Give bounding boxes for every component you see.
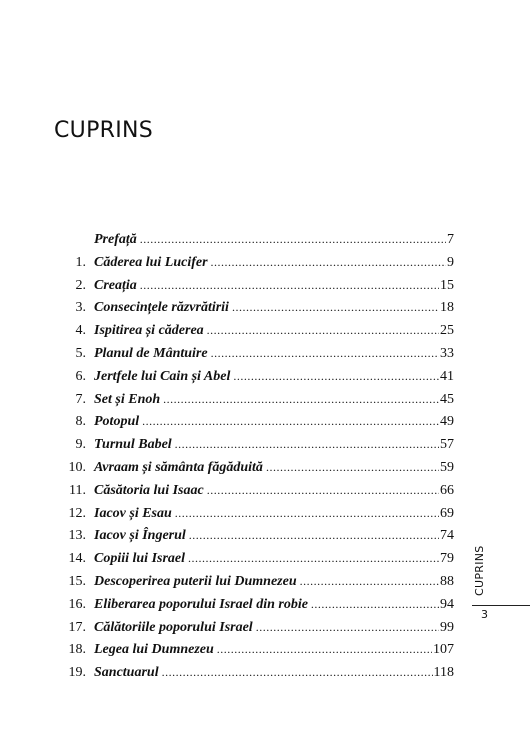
toc-entry-number: 19. xyxy=(68,665,86,681)
dot-leader xyxy=(162,661,433,684)
toc-entry-title: Consecințele răzvrătirii xyxy=(94,300,229,316)
toc-entry-number: 9. xyxy=(75,437,86,453)
dot-leader xyxy=(163,388,439,411)
toc-entry-page: 79 xyxy=(440,551,454,567)
toc-entry[interactable] xyxy=(56,593,454,616)
toc-entry-page: 15 xyxy=(440,277,454,293)
toc-entry-title: Avraam și sământa făgăduită xyxy=(94,459,263,475)
toc-entry[interactable] xyxy=(56,342,454,365)
dot-leader xyxy=(233,365,439,388)
toc-entry[interactable] xyxy=(56,479,454,502)
toc-entry-page: 118 xyxy=(433,665,454,681)
toc-entry-number: 7. xyxy=(75,391,86,407)
toc-entry-title: Creația xyxy=(94,277,137,293)
toc-entry-title: Iacov și Îngerul xyxy=(94,528,186,544)
toc-entry-page: 69 xyxy=(440,505,454,521)
dot-leader xyxy=(175,433,439,456)
toc-entry-title: Eliberarea poporului Israel din robie xyxy=(94,596,308,612)
toc-entry-title: Planul de Mântuire xyxy=(94,345,208,361)
toc-entry-page: 45 xyxy=(440,391,454,407)
dot-leader xyxy=(207,479,439,502)
toc-entry-title: Căsătoria lui Isaac xyxy=(94,482,204,498)
toc-entry[interactable] xyxy=(56,251,454,274)
toc-entry-title: Călătoriile poporului Israel xyxy=(94,619,253,635)
toc-entry-number: 11. xyxy=(69,482,86,498)
toc-entry-page: 41 xyxy=(440,368,454,384)
toc-entry-title: Turnul Babel xyxy=(94,437,172,453)
dot-leader xyxy=(256,616,439,639)
dot-leader xyxy=(300,570,439,593)
dot-leader xyxy=(189,524,439,547)
dot-leader xyxy=(140,228,446,251)
toc-entry-number: 17. xyxy=(68,619,86,635)
toc-entry[interactable] xyxy=(56,661,454,684)
toc-entry-title: Ispitirea și căderea xyxy=(94,323,204,339)
dot-leader xyxy=(211,251,446,274)
toc-entry-number: 18. xyxy=(68,642,86,658)
toc-entry-title: Jertfele lui Cain și Abel xyxy=(94,368,231,384)
toc-entry[interactable] xyxy=(56,502,454,525)
toc-entry-page: 99 xyxy=(440,619,454,635)
toc-entry[interactable] xyxy=(56,228,454,251)
toc-entry[interactable] xyxy=(56,410,454,433)
toc-entry[interactable] xyxy=(56,570,454,593)
toc-entry-number: 14. xyxy=(68,551,86,567)
toc-entry-page: 107 xyxy=(433,642,454,658)
dot-leader xyxy=(217,638,432,661)
toc-entry-number: 3. xyxy=(75,300,86,316)
toc-entry-number: 4. xyxy=(75,323,86,339)
page-number: 3 xyxy=(481,608,488,621)
toc-entry-number: 8. xyxy=(75,414,86,430)
toc-entry[interactable] xyxy=(56,433,454,456)
page-title: CUPRINS xyxy=(54,118,154,143)
toc-entry[interactable] xyxy=(56,319,454,342)
toc-entry-page: 66 xyxy=(440,482,454,498)
toc-entry-number: 2. xyxy=(75,277,86,293)
toc-entry-number: 1. xyxy=(75,254,86,270)
toc-entry-number: 5. xyxy=(75,345,86,361)
toc-entry[interactable] xyxy=(56,547,454,570)
toc-entry-page: 57 xyxy=(440,437,454,453)
toc-entry-page: 94 xyxy=(440,596,454,612)
dot-leader xyxy=(175,502,439,525)
toc-entry-number: 10. xyxy=(68,459,86,475)
toc-entry-page: 49 xyxy=(440,414,454,430)
toc-entry-title: Copiii lui Israel xyxy=(94,551,186,567)
toc-entry-title: Descoperirea puterii lui Dumnezeu xyxy=(94,573,297,589)
toc-entry-page: 74 xyxy=(440,528,454,544)
toc-entry-title: Prefață xyxy=(94,232,137,247)
toc-entry[interactable] xyxy=(56,296,454,319)
dot-leader xyxy=(232,296,439,319)
toc-entry-page: 88 xyxy=(440,573,454,589)
toc-entry-page: 25 xyxy=(440,323,454,339)
side-tab xyxy=(470,545,530,630)
toc-entry-title: Sanctuarul xyxy=(94,665,159,681)
dot-leader xyxy=(266,456,439,479)
dot-leader xyxy=(311,593,439,616)
dot-leader xyxy=(142,410,439,433)
toc-entry[interactable] xyxy=(56,524,454,547)
toc-entry-title: Potopul xyxy=(94,414,140,430)
dot-leader xyxy=(211,342,439,365)
side-tab-rule xyxy=(472,605,530,606)
table-of-contents xyxy=(56,228,454,684)
toc-entry[interactable] xyxy=(56,365,454,388)
toc-entry-number: 16. xyxy=(68,596,86,612)
toc-entry-title: Iacov și Esau xyxy=(94,505,172,521)
toc-entry[interactable] xyxy=(56,616,454,639)
toc-entry[interactable] xyxy=(56,456,454,479)
toc-entry[interactable] xyxy=(56,638,454,661)
toc-entry-number: 6. xyxy=(75,368,86,384)
toc-entry-title: Legea lui Dumnezeu xyxy=(94,642,214,658)
toc-entry-number: 12. xyxy=(68,505,86,521)
toc-entry-title: Căderea lui Lucifer xyxy=(94,254,208,270)
toc-entry-title: Set și Enoh xyxy=(94,391,161,407)
dot-leader xyxy=(207,319,439,342)
dot-leader xyxy=(188,547,439,570)
toc-entry[interactable] xyxy=(56,388,454,411)
dot-leader xyxy=(140,274,439,297)
toc-entry-number: 15. xyxy=(68,573,86,589)
side-tab-label: CUPRINS xyxy=(473,545,486,596)
toc-entry-page: 18 xyxy=(440,300,454,316)
toc-entry-page: 7 xyxy=(447,232,454,247)
toc-entry-page: 9 xyxy=(447,254,454,270)
toc-entry[interactable] xyxy=(56,274,454,297)
toc-entry-page: 59 xyxy=(440,459,454,475)
toc-entry-number: 13. xyxy=(68,528,86,544)
toc-entry-page: 33 xyxy=(440,345,454,361)
